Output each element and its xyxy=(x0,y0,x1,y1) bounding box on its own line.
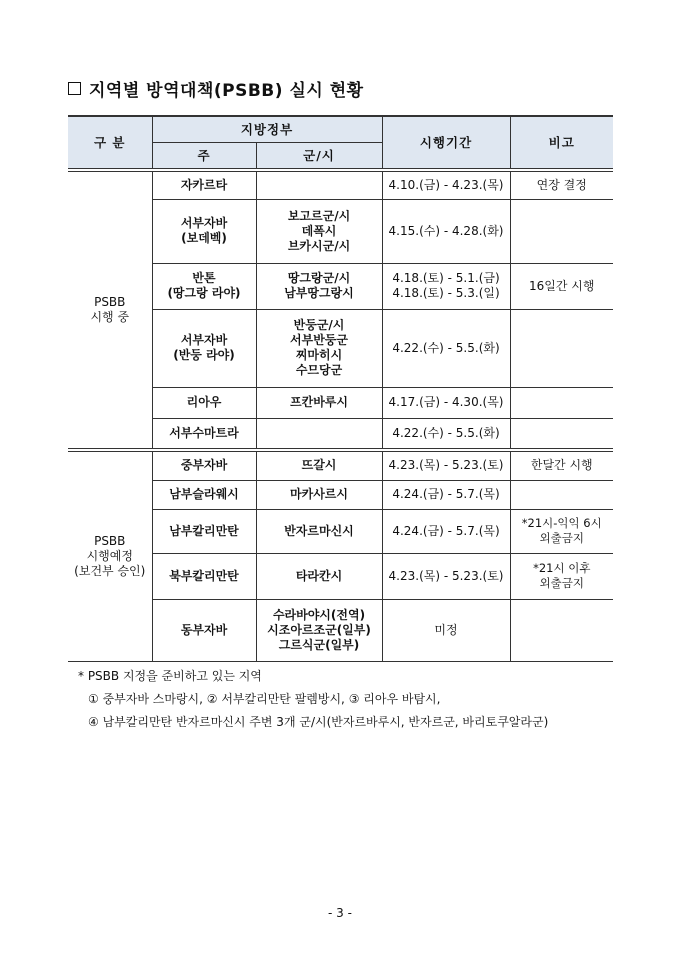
psbb-table xyxy=(68,115,613,662)
cell-remark xyxy=(510,387,613,418)
note-heading: * PSBB 지정을 준비하고 있는 지역 xyxy=(78,669,262,683)
cell-province: 서부수마트라 xyxy=(152,418,256,448)
cell-city: 반둥군/시 서부반둥군 찌마히시 수므당군 xyxy=(256,309,382,387)
cell-city xyxy=(256,418,382,448)
cell-city: 뜨갈시 xyxy=(256,451,382,480)
cell-city: 프칸바루시 xyxy=(256,387,382,418)
cell-remark: *21시-익익 6시 외출금지 xyxy=(510,509,613,553)
header-province: 주 xyxy=(152,142,256,168)
cell-period: 4.23.(목) - 5.23.(토) xyxy=(382,553,510,599)
cell-remark xyxy=(510,418,613,448)
cell-province: 북부칼리만탄 xyxy=(152,553,256,599)
cell-province: 반톤 (땅그랑 라야) xyxy=(152,263,256,309)
cell-remark xyxy=(510,199,613,263)
cell-remark: 16일간 시행 xyxy=(510,263,613,309)
cell-period: 4.23.(목) - 5.23.(토) xyxy=(382,451,510,480)
cell-period: 4.18.(토) - 5.1.(금) 4.18.(토) - 5.3.(일) xyxy=(382,263,510,309)
cell-remark xyxy=(510,599,613,661)
header-remarks: 비고 xyxy=(510,116,613,168)
cell-city: 반자르마신시 xyxy=(256,509,382,553)
cell-province: 중부자바 xyxy=(152,451,256,480)
page-title xyxy=(68,76,364,101)
cell-period: 4.24.(금) - 5.7.(목) xyxy=(382,480,510,509)
cell-period: 4.22.(수) - 5.5.(화) xyxy=(382,309,510,387)
table-row xyxy=(68,171,613,199)
cell-province: 남부슬라웨시 xyxy=(152,480,256,509)
cell-remark: *21시 이후 외출금지 xyxy=(510,553,613,599)
note-line-3: ④ 남부칼리만탄 반자르마신시 주변 3개 군/시(반자르바루시, 반자르군, 바리토쿠알라군) xyxy=(88,715,549,729)
cell-remark xyxy=(510,309,613,387)
cell-period: 4.15.(수) - 4.28.(화) xyxy=(382,199,510,263)
cell-remark: 연장 결정 xyxy=(510,171,613,199)
cell-remark xyxy=(510,480,613,509)
cell-period: 4.22.(수) - 5.5.(화) xyxy=(382,418,510,448)
page-number: - 3 - xyxy=(328,906,352,920)
cell-province: 서부자바 (보데벡) xyxy=(152,199,256,263)
group-label-active: PSBB 시행 중 xyxy=(68,171,152,448)
table-row xyxy=(68,451,613,480)
cell-city: 보고르군/시 데폭시 브카시군/시 xyxy=(256,199,382,263)
cell-period: 4.17.(금) - 4.30.(목) xyxy=(382,387,510,418)
header-city: 군/시 xyxy=(256,142,382,168)
checkbox-square-icon xyxy=(68,82,81,95)
title-text: 지역별 방역대책(PSBB) 실시 현황 xyxy=(89,81,364,101)
note-line-2: ① 중부자바 스마랑시, ② 서부칼리만탄 팔렘방시, ③ 리아우 바탐시, xyxy=(88,692,441,706)
cell-period: 4.24.(금) - 5.7.(목) xyxy=(382,509,510,553)
cell-province: 서부자바 (반둥 라야) xyxy=(152,309,256,387)
cell-remark: 한달간 시행 xyxy=(510,451,613,480)
cell-period: 4.10.(금) - 4.23.(목) xyxy=(382,171,510,199)
header-local-gov: 지방정부 xyxy=(152,116,382,142)
cell-province: 동부자바 xyxy=(152,599,256,661)
cell-province: 자카르타 xyxy=(152,171,256,199)
header-category: 구 분 xyxy=(68,116,152,168)
cell-city: 수라바야시(전역) 시조아르조군(일부) 그르식군(일부) xyxy=(256,599,382,661)
cell-city xyxy=(256,171,382,199)
cell-period: 미정 xyxy=(382,599,510,661)
cell-province: 리아우 xyxy=(152,387,256,418)
cell-city: 마카사르시 xyxy=(256,480,382,509)
cell-province: 남부칼리만탄 xyxy=(152,509,256,553)
header-period: 시행기간 xyxy=(382,116,510,168)
cell-city: 땅그랑군/시 남부땅그랑시 xyxy=(256,263,382,309)
group-label-planned: PSBB 시행예정 (보건부 승인) xyxy=(68,451,152,661)
cell-city: 타라칸시 xyxy=(256,553,382,599)
